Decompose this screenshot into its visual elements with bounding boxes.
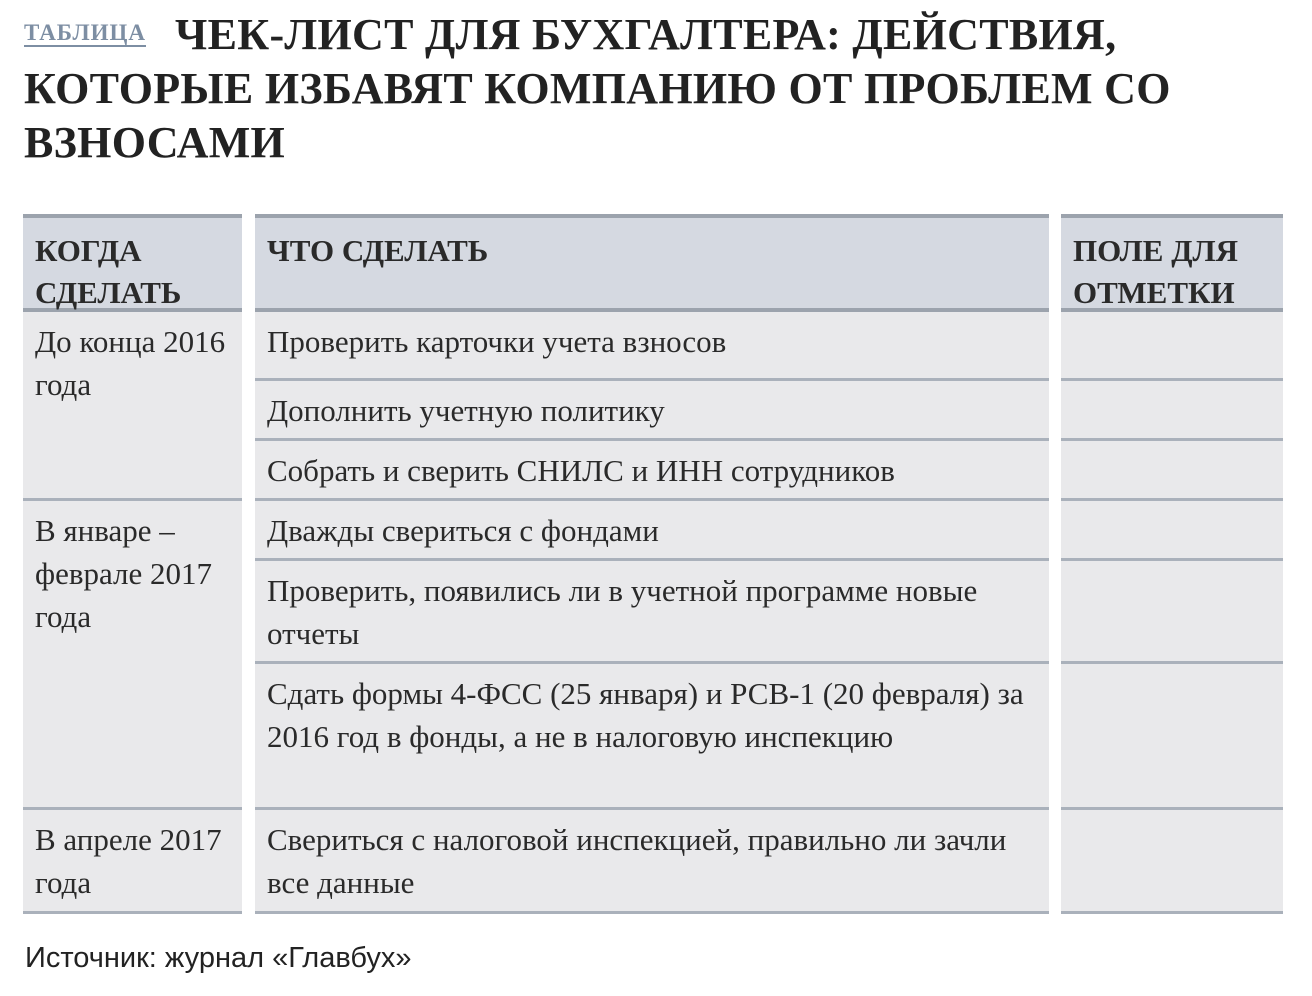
- task-cell: Сдать формы 4-ФСС (25 января) и РСВ-1 (20 февраля) за 2016 год в фонды, а не в налоговую инспекцию: [255, 664, 1049, 810]
- header-mark: ПОЛЕ ДЛЯ ОТМЕТКИ: [1061, 214, 1283, 312]
- mark-checkbox[interactable]: [1061, 312, 1283, 381]
- page-title: ЧЕК-ЛИСТ ДЛЯ БУХГАЛТЕРА: ДЕЙСТВИЯ, КОТОРЫЕ ИЗБАВЯТ КОМПАНИЮ ОТ ПРОБЛЕМ СО ВЗНОСАМИ: [24, 10, 1171, 167]
- task-cell: Свериться с налоговой инспекцией, правильно ли зачли все данные: [255, 810, 1049, 914]
- column-mark: [1061, 214, 1283, 312]
- task-cell: Дополнить учетную политику: [255, 381, 1049, 441]
- period-cell: В апреле 2017 года: [23, 810, 242, 914]
- mark-checkbox[interactable]: [1061, 501, 1283, 561]
- period-cell: В январе – феврале 2017 года: [23, 501, 242, 810]
- mark-checkbox[interactable]: [1061, 381, 1283, 441]
- title-block: [24, 8, 1284, 170]
- header-when: КОГДА СДЕЛАТЬ: [23, 214, 242, 312]
- task-cell: Дважды свериться с фондами: [255, 501, 1049, 561]
- mark-checkbox[interactable]: [1061, 561, 1283, 664]
- mark-checkbox[interactable]: [1061, 810, 1283, 914]
- mark-checkbox[interactable]: [1061, 664, 1283, 810]
- period-cell: До конца 2016 года: [23, 312, 242, 501]
- task-cell: Проверить, появились ли в учетной программе новые отчеты: [255, 561, 1049, 664]
- task-cell: Собрать и сверить СНИЛС и ИНН сотрудников: [255, 441, 1049, 501]
- table-tag: ТАБЛИЦА: [24, 20, 146, 45]
- column-when: [23, 214, 242, 900]
- source-note: Источник: журнал «Главбух»: [25, 942, 412, 974]
- mark-checkbox[interactable]: [1061, 441, 1283, 501]
- header-what: ЧТО СДЕЛАТЬ: [255, 214, 1049, 312]
- column-what: [255, 214, 1049, 900]
- task-cell: Проверить карточки учета взносов: [255, 312, 1049, 381]
